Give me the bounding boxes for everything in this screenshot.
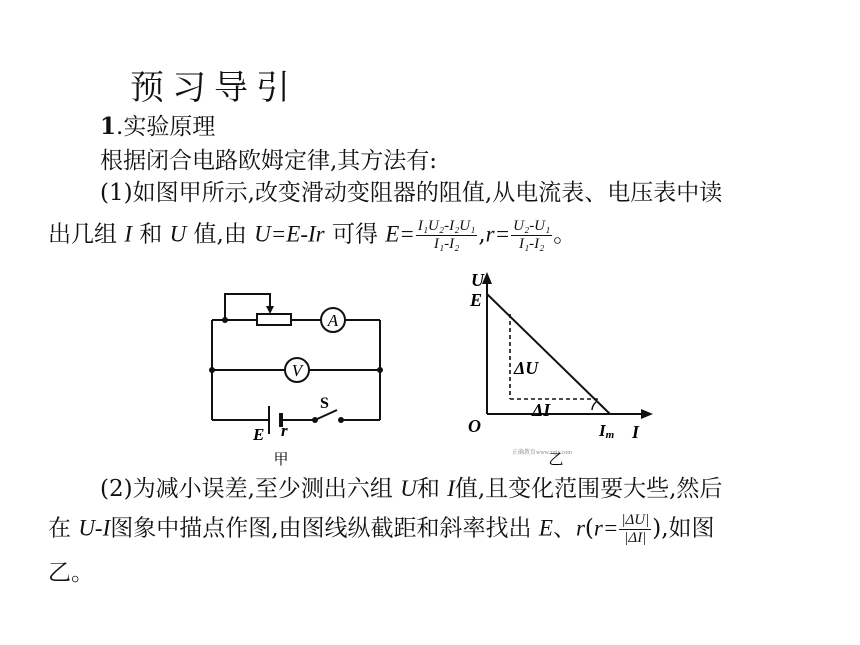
emf-label: E [253,425,265,444]
paren-open: ( [584,515,594,542]
p1-pre: 出几组 [48,221,117,248]
r-eq: r= [593,515,619,541]
p2-line1-a: (2)为减小误差,至少测出六组 [100,476,393,502]
slope-denominator: |ΔI| [624,530,647,546]
voltmeter-label: V [291,361,303,380]
E-numerator: I₁U₂-I₂U₁ [417,218,476,234]
short-circuit-current-subscript: m [605,429,615,441]
p1-line1: (1)如图甲所示,改变滑动变阻器的阻值,从电流表、电压表中读 [100,180,723,206]
section-heading-text: .实验原理 [116,114,216,140]
comma: , [478,221,486,248]
figure-jia-caption: 甲 [273,452,289,468]
p2-sep: 、 [552,515,576,542]
internal-resistance-label: r [281,421,288,440]
r-denominator: I₁-I₂ [518,236,545,252]
paren-close: ),如图 [652,515,715,542]
page-title: 预习导引 [130,68,298,108]
switch-label: S [320,395,329,412]
x-axis-label: I [632,422,640,442]
delta-i-label: ΔI [532,400,551,420]
var-U: U [400,476,417,501]
p1-kede: 可得 [331,221,378,248]
p2-line3: 乙。 [48,560,94,586]
ui-graph [460,264,660,469]
slider-arrow-icon [266,306,274,314]
r-numerator: U₂-U₁ [513,218,551,234]
E-fraction [416,218,478,253]
figure-yi-caption: 乙 [548,452,564,468]
E-denominator: I₁-I₂ [433,236,460,252]
E-lhs: E= [385,221,415,247]
origin-label: O [468,416,481,436]
p1-and: 和 [139,221,163,248]
p2-line2 [48,512,715,547]
circuit-diagram [195,280,405,470]
p1-line2 [48,218,576,253]
ohm-equation: U=E-Ir [254,221,325,247]
intercept-label: E [470,290,483,310]
slope-numerator: |ΔU| [621,512,650,528]
intro-line: 根据闭合电路欧姆定律,其方法有: [100,148,438,174]
watermark: 正确教育www.zqjy.com [512,450,572,456]
r-lhs: r= [485,221,511,247]
short-circuit-current-label [598,421,615,441]
var-U: U [169,221,187,247]
p1-zhi: 值,由 [193,221,247,248]
section-number: 1 [100,113,117,140]
y-axis-label: U [471,270,484,290]
p2-line2-a: 在 [48,515,71,542]
section-heading [100,112,215,142]
short-circuit-current-symbol: I [599,421,606,440]
p2-line1-c: 值,且变化范围要大些,然后 [454,476,723,502]
var-r: r [575,515,585,541]
var-E: E [538,515,553,541]
p1-end: 。 [553,221,577,248]
p2-line1 [100,474,722,504]
delta-u-label: ΔU [514,358,539,378]
var-I: I [124,221,132,247]
ammeter-label: A [327,311,339,330]
r-fraction [511,218,552,253]
p2-line2-b: 图象中描点作图,由图线纵截距和斜率找出 [110,515,532,542]
p2-line1-b: 和 [416,476,440,502]
var-I: I [447,476,455,501]
slope-fraction [619,512,651,547]
var-UI: U-I [78,515,111,541]
x-axis-arrow-icon [641,409,653,419]
